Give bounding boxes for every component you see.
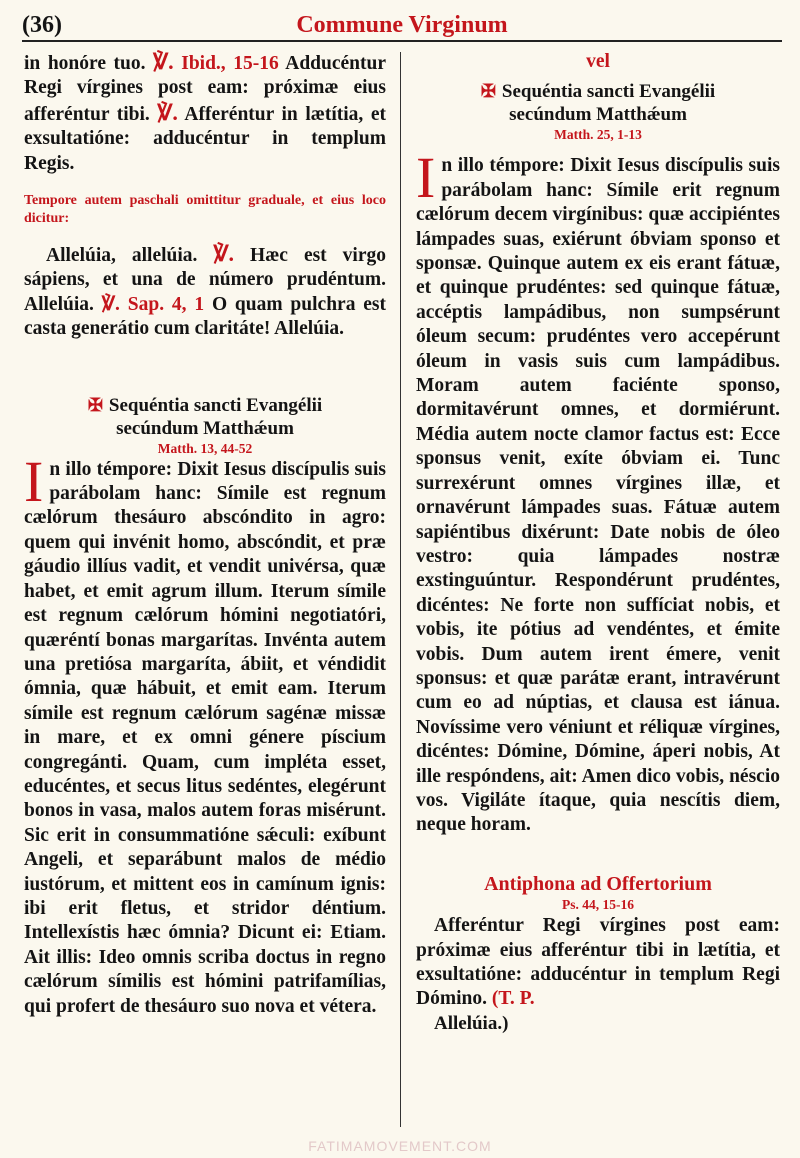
watermark: FATIMAMOVEMENT.COM — [308, 1138, 492, 1154]
versicle-symbol: ℣. — [213, 241, 235, 267]
gospel-heading — [416, 80, 780, 126]
gospel-body: n illo témpore: Dixit Iesus discípulis suis parábolam hanc: Símile erit regnum cælórum decem virgínibus: quæ accipiéntes lámpades suas, exiérunt óbviam sponso et sponsæ. Quinque autem ex eis erant fátuæ, et quinque prudéntes: sed quinque fátuæ, accéptis lampádibus, non sumpsérunt óleum secum: prudéntes vero accepérunt óleum in vasis suis cum lampádibus. Moram autem faciénte sponso, dormitavérunt omnes, et dormiérunt. Média autem nocte clamor factus est: Ecce sponsus venit, exíte óbviam ei. Tunc surrexérunt omnes vírgines illæ, et ornavérunt lámpades suas. Fátuæ autem sapiéntibus dixérunt: Date nobis de óleo vestro: quia lámpades nostræ exstinguúntur. Respondérunt prudéntes, dicéntes: Ne forte non suffíciat nobis, et vobis, ite pótius ad vendéntes, et émite vobis. Dum autem irent émere, venit sponsus: et quæ parátæ erant, intravérunt cum eo ad núptias, et clausa est iánua. Novíssime vero véniunt et réliquæ vírgines, dicéntes: Dómine, Dómine, áperi nobis, At ille respóndens, ait: Amen dico vobis, néscio vos. Vigiláte ítaque, quia nescítis diem, neque horam. — [416, 155, 780, 836]
gospel-heading-line1: Sequéntia sancti Evangélii — [108, 394, 323, 416]
offertory-alleluia: Allelúia.) — [434, 1012, 509, 1034]
offertory-text — [416, 914, 780, 1036]
gradual-reference: Ibid., 15-16 — [181, 53, 279, 74]
gospel-citation: Matth. 25, 1-13 — [554, 127, 642, 143]
page-title: Commune Virginum — [296, 12, 508, 38]
versicle-symbol: ℣. — [157, 99, 178, 125]
gradual-verse — [24, 50, 386, 176]
offertory-citation: Ps. 44, 15-16 — [562, 897, 634, 913]
gospel-citation: Matth. 13, 44-52 — [157, 440, 253, 456]
gradual-text-2: Adducéntur Regi vírgines post eam: próximæ eius afferéntur tibi. — [24, 53, 387, 125]
gradual-text-3: Afferéntur in lætítia, et exsultatióne: adducéntur in templum Regis. — [24, 103, 386, 174]
column-divider — [400, 52, 401, 1127]
page-number: (36) — [22, 12, 62, 38]
alleluia-text-3: O quam pulchra est casta generátio cum claritáte! Allelúia. — [24, 293, 387, 340]
cross-icon: ✠ — [480, 81, 496, 102]
offertory-title: Antiphona ad Offertorium — [484, 872, 712, 895]
drop-cap: I — [416, 145, 436, 211]
tempore-paschali-label: (T. P. — [491, 988, 535, 1010]
gospel-heading — [24, 394, 386, 440]
paschal-rubric: Tempore autem paschali omittitur graduale, et eius loco dicitur: — [24, 193, 386, 227]
gradual-text-1: in honóre tuo. — [24, 53, 146, 74]
right-column — [416, 50, 780, 1036]
offertory-body: Afferéntur Regi vírgines post eam: próximæ eius afferéntur tibi in lætítia, et exsultatióne: adducéntur in templum Regi Dómino. — [416, 915, 780, 1010]
gospel-body: n illo témpore: Dixit Iesus discípulis suis parábolam hanc: Símile est regnum cælórum thesáuro abscóndito in agro: quem qui invénit homo, abscóndit, et præ gáudio illíus vadit, et vendit univérsa, quæ habet, et emit agrum illum. Iterum símile est regnum cælórum hómini negotiatóri, quæréntí bonas margarítas. Invénta autem una pretiósa margaríta, ábiit, et véndidit ómnia, quæ hábuit, et emit eam. Iterum símile est regnum cælórum sagénæ missæ in mare, et ex omni génere píscium congregánti. Quam, cum impléta esset, educéntes, et secus litus sedéntes, elegérunt bonos in vasa, malos autem foras misérunt. Sic erit in consummatióne sǽculi: exíbunt Angeli, et separábunt malos de médio iustórum, et mittent eos in camínum ignis: ibi erit fletus, et stridor déntium. Intellexístis hæc ómnia? Dicunt ei: Etiam. Ait illis: Ideo omnis scriba doctus in regno cælórum símilis est hómini patrifamílias, qui profert de thesáuro suo nova et vétera. — [24, 458, 386, 1017]
page-header — [22, 6, 782, 42]
alleluia-text-1: Allelúia, allelúia. — [46, 245, 198, 267]
gospel-text — [416, 145, 780, 837]
gospel-heading-line2: secúndum Matthǽum — [509, 104, 687, 126]
left-column — [24, 50, 386, 1019]
vel-label: vel — [586, 51, 610, 72]
alleluia-reference: ℣. Sap. 4, 1 — [101, 293, 205, 315]
alleluia-verse — [24, 242, 386, 342]
alleluia-text-2: Hæc est virgo sápiens, et una de número prudéntum. Allelúia. — [24, 245, 387, 315]
drop-cap: I — [24, 448, 44, 514]
versicle-symbol: ℣. — [153, 49, 174, 74]
gospel-heading-line2: secúndum Matthǽum — [116, 417, 294, 439]
cross-icon: ✠ — [87, 394, 103, 415]
gospel-heading-line1: Sequéntia sancti Evangélii — [501, 81, 716, 103]
